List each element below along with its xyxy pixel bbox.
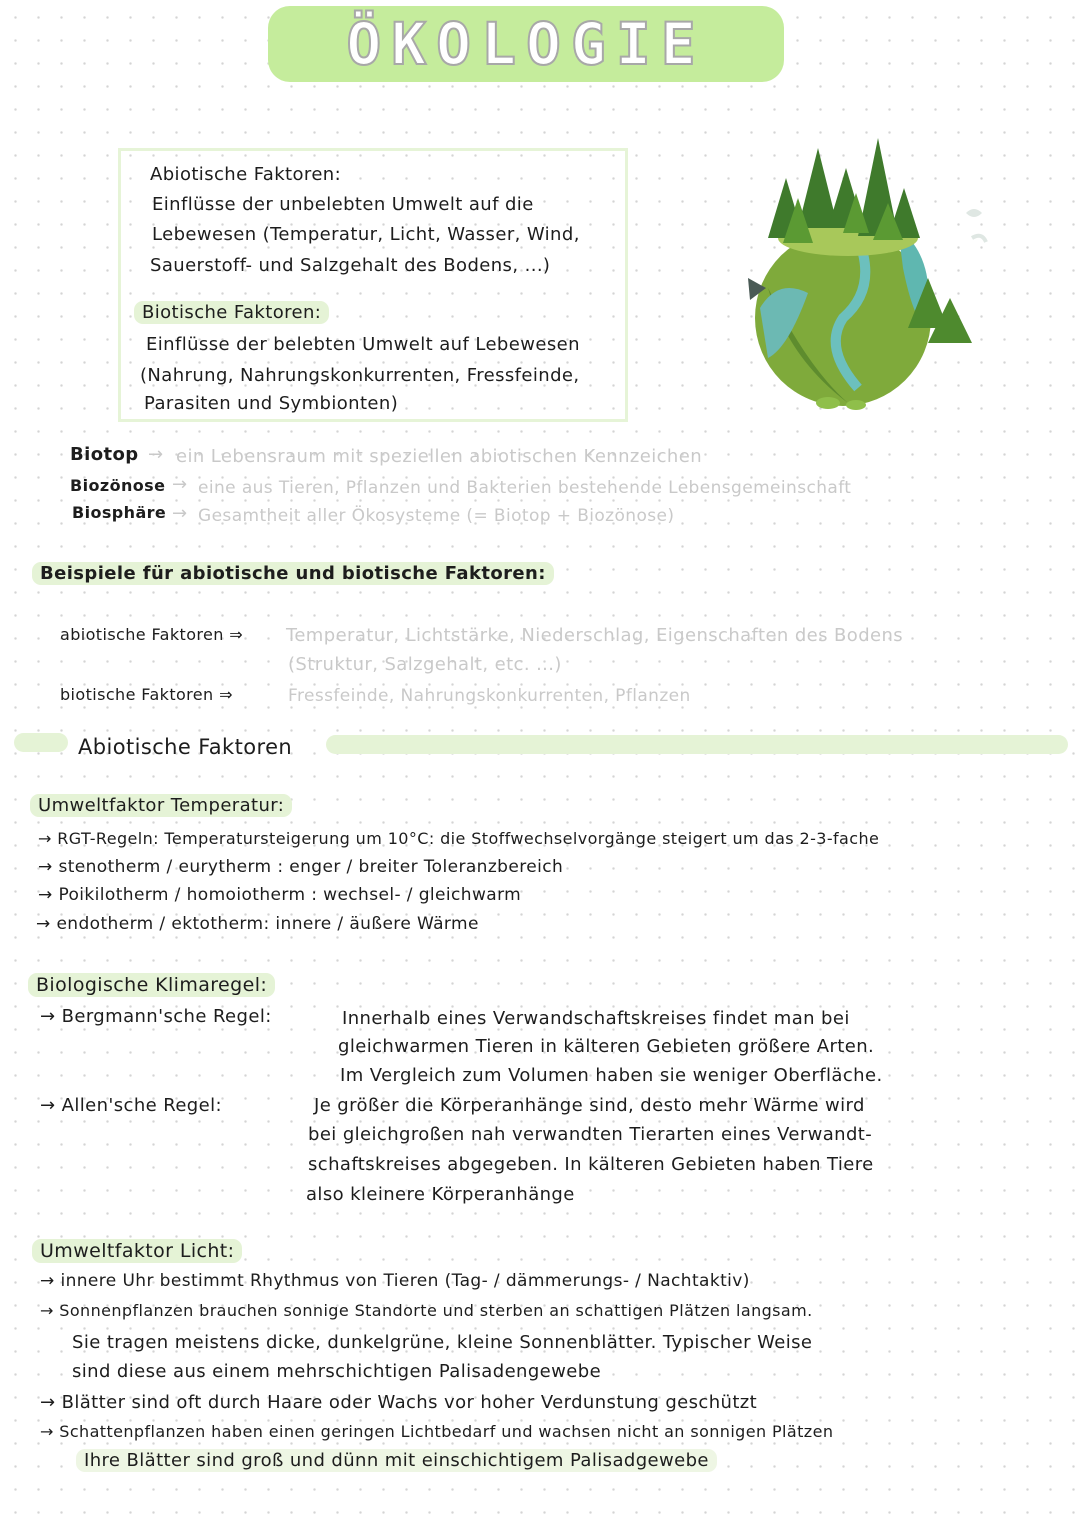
bergmann-line-2: gleichwarmen Tieren in kälteren Gebieten größere Arten. <box>338 1036 875 1057</box>
term-biosphaere-desc: Gesamtheit aller Ökosysteme (= Biotop + Biozönose) <box>198 506 675 526</box>
globe-illustration <box>728 118 998 418</box>
light-line-5: → Blätter sind oft durch Haare oder Wachs vor hoher Verdunstung geschützt <box>40 1392 758 1413</box>
light-line-4: sind diese aus einem mehrschichtigen Palisadengewebe <box>72 1361 602 1382</box>
term-biotop: Biotop <box>70 444 139 465</box>
examples-abiotic-line-1: Temperatur, Lichtstärke, Niederschlag, Eigenschaften des Bodens <box>286 625 904 646</box>
abiotic-line-3: Sauerstoff- und Salzgehalt des Bodens, ...) <box>150 255 551 276</box>
term-biozoenose-arrow: → <box>172 474 188 495</box>
light-heading: Umweltfaktor Licht: <box>32 1239 242 1263</box>
allen-line-4: also kleinere Körperanhänge <box>306 1184 575 1205</box>
light-line-3: Sie tragen meistens dicke, dunkelgrüne, kleine Sonnenblätter. Typischer Weise <box>72 1332 813 1353</box>
examples-abiotic-line-2: (Struktur, Salzgehalt, etc. ...) <box>288 654 562 675</box>
examples-biotic-label: biotische Faktoren ⇒ <box>60 685 233 704</box>
light-line-1: → innere Uhr bestimmt Rhythmus von Tieren (Tag- / dämmerungs- / Nachtaktiv) <box>40 1271 750 1291</box>
allen-label: → Allen'sche Regel: <box>40 1095 222 1116</box>
temperature-item-4: → endotherm / ektotherm: innere / äußere Wärme <box>36 914 479 934</box>
temperature-heading: Umweltfaktor Temperatur: <box>30 794 292 817</box>
temperature-item-2: → stenotherm / eurytherm : enger / breiter Toleranzbereich <box>38 857 564 877</box>
abiotic-line-2: Lebewesen (Temperatur, Licht, Wasser, Wind, <box>152 224 580 245</box>
biotic-line-2: (Nahrung, Nahrungskonkurrenten, Fressfeinde, <box>140 365 580 386</box>
temperature-item-1: → RGT-Regeln: Temperatursteigerung um 10°C: die Stoffwechselvorgänge steigert um das 2-3-fache <box>38 829 880 848</box>
temperature-item-3: → Poikilotherm / homoiotherm : wechsel- / gleichwarm <box>38 885 522 905</box>
abiotic-line-1: Einflüsse der unbelebten Umwelt auf die <box>152 194 534 215</box>
term-biozoenose-desc: eine aus Tieren, Pflanzen und Bakterien bestehende Lebensgemeinschaft <box>198 478 852 498</box>
examples-abiotic-label: abiotische Faktoren ⇒ <box>60 625 244 644</box>
section-bar-right <box>326 735 1068 754</box>
term-biotop-arrow: → <box>148 444 164 465</box>
globe-icon <box>728 118 998 418</box>
climate-heading: Biologische Klimaregel: <box>28 973 275 997</box>
section-bar-left <box>14 733 68 752</box>
term-biosphaere: Biosphäre <box>72 503 167 522</box>
bergmann-label: → Bergmann'sche Regel: <box>40 1006 272 1027</box>
section-heading: Abiotische Faktoren <box>78 735 293 759</box>
term-biosphaere-arrow: → <box>172 503 188 524</box>
biotic-heading: Biotische Faktoren: <box>134 301 329 324</box>
allen-line-1: Je größer die Körperanhänge sind, desto mehr Wärme wird <box>314 1095 865 1116</box>
allen-line-3: schaftskreises abgegeben. In kälteren Gebieten haben Tiere <box>308 1154 874 1175</box>
page-title <box>268 6 784 82</box>
biotic-line-3: Parasiten und Symbionten) <box>144 393 399 414</box>
bergmann-line-1: Innerhalb eines Verwandschaftskreises findet man bei <box>342 1008 850 1029</box>
biotic-line-1: Einflüsse der belebten Umwelt auf Lebewesen <box>146 334 580 355</box>
light-line-2: → Sonnenpflanzen brauchen sonnige Standorte und sterben an schattigen Plätzen langsam. <box>40 1301 813 1320</box>
term-biozoenose: Biozönose <box>70 476 166 495</box>
term-biotop-desc: ein Lebensraum mit speziellen abiotischen Kennzeichen <box>176 446 703 467</box>
light-line-7: Ihre Blätter sind groß und dünn mit einschichtigem Palisadgewebe <box>76 1449 717 1472</box>
allen-line-2: bei gleichgroßen nah verwandten Tierarten eines Verwandt- <box>308 1124 873 1145</box>
abiotic-heading: Abiotische Faktoren: <box>150 164 342 185</box>
examples-heading: Beispiele für abiotische und biotische Faktoren: <box>32 562 554 585</box>
page-title-text: ÖKOLOGIE <box>346 10 706 78</box>
examples-biotic-line: Fressfeinde, Nahrungskonkurrenten, Pflanzen <box>288 686 691 706</box>
bergmann-line-3: Im Vergleich zum Volumen haben sie weniger Oberfläche. <box>340 1065 883 1086</box>
light-line-6: → Schattenpflanzen haben einen geringen Lichtbedarf und wachsen nicht an sonnigen Plätzen <box>40 1422 834 1441</box>
